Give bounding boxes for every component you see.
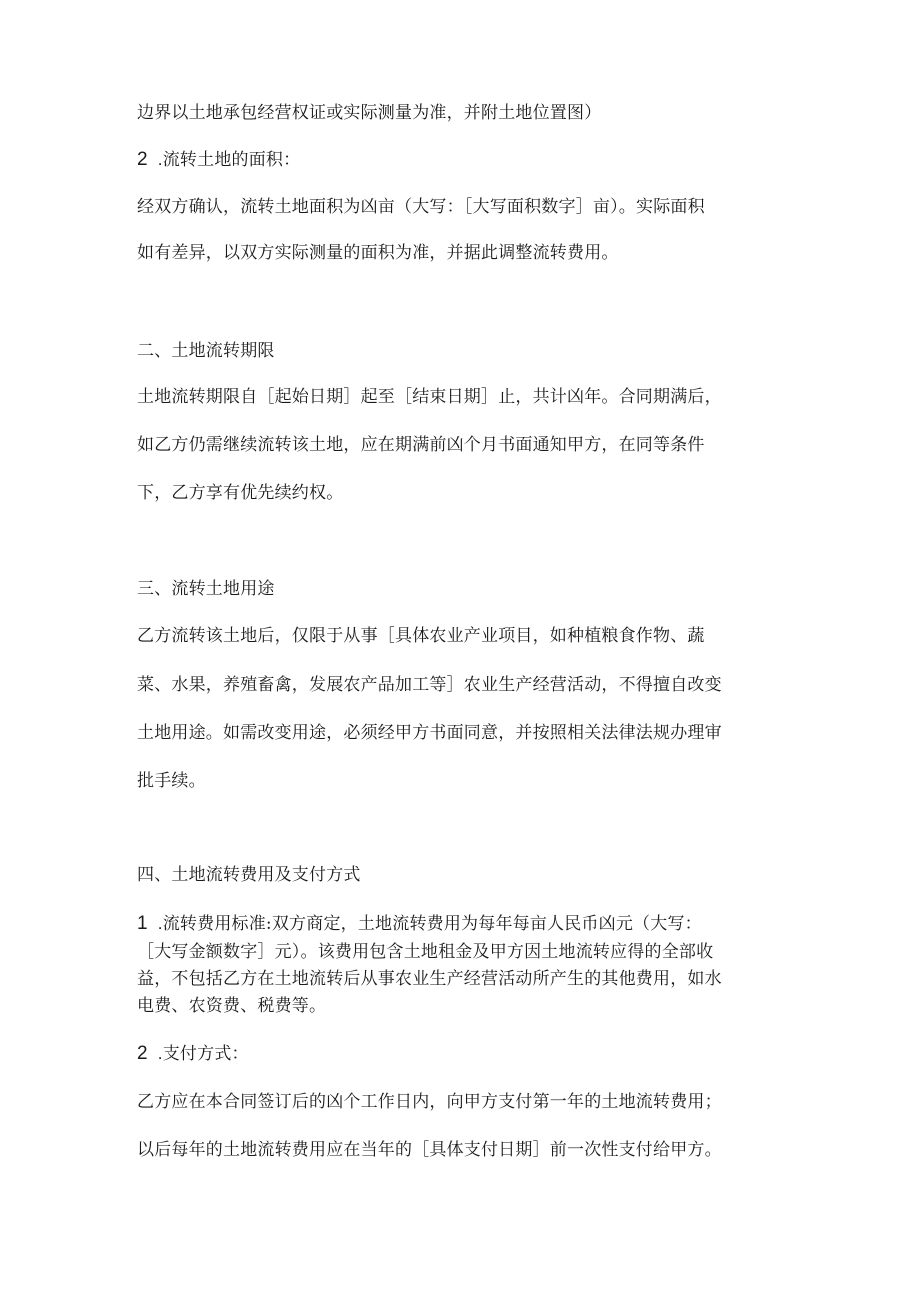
paragraph-line: 经双方确认，流转土地面积为凶亩（大写：［大写面积数字］亩）。实际面积 xyxy=(137,197,705,217)
paragraph-line: 土地用途。如需改变用途，必须经甲方书面同意，并按照相关法律法规办理审 xyxy=(137,723,722,743)
paragraph-line: 乙方流转该土地后，仅限于从事［具体农业产业项目，如种植粮食作物、蔬 xyxy=(137,626,705,646)
item-number: 2 xyxy=(137,149,148,170)
numbered-item xyxy=(137,912,702,936)
numbered-item xyxy=(137,148,300,172)
item-number: 1 xyxy=(137,913,148,934)
section-heading: 二、土地流转期限 xyxy=(137,341,275,361)
item-text: 支付方式： xyxy=(162,1044,249,1064)
section-heading: 四、土地流转费用及支付方式 xyxy=(137,865,361,885)
item-dot: . xyxy=(157,1044,163,1063)
paragraph-line: 菜、水果，养殖畜禽，发展农产品加工等］农业生产经营活动，不得擅自改变 xyxy=(137,675,722,695)
item-text: 流转土地的面积： xyxy=(162,150,301,170)
paragraph-line: 如有差异，以双方实际测量的面积为准，并据此调整流转费用。 xyxy=(137,243,619,263)
paragraph-line: 电费、农资费、税费等。 xyxy=(137,996,327,1016)
item-number: 2 xyxy=(137,1043,148,1064)
paragraph-line: 批手续。 xyxy=(137,771,206,791)
paragraph-line: 下，乙方享有优先续约权。 xyxy=(137,483,344,503)
item-dot: . xyxy=(157,914,163,933)
item-text: 流转费用标准:双方商定，土地流转费用为每年每亩人民币凶元（大写： xyxy=(162,914,702,934)
paragraph-line: 如乙方仍需继续流转该土地，应在期满前凶个月书面通知甲方，在同等条件 xyxy=(137,435,705,455)
paragraph-line: 乙方应在本合同签订后的凶个工作日内，向甲方支付第一年的土地流转费用； xyxy=(137,1092,722,1112)
paragraph-line: 益，不包括乙方在土地流转后从事农业生产经营活动所产生的其他费用，如水 xyxy=(137,969,722,989)
section-heading: 三、流转土地用途 xyxy=(137,579,275,599)
paragraph-line: ［大写金额数字］元）。该费用包含土地租金及甲方因土地流转应得的全部收 xyxy=(137,942,714,962)
paragraph-line: 土地流转期限自［起始日期］起至［结束日期］止，共计凶年。合同期满后， xyxy=(137,387,722,407)
paragraph-line: 以后每年的土地流转费用应在当年的［具体支付日期］前一次性支付给甲方。 xyxy=(137,1140,722,1160)
paragraph-line: 边界以土地承包经营权证或实际测量为准，并附土地位置图） xyxy=(137,103,602,123)
item-dot: . xyxy=(157,150,163,169)
numbered-item xyxy=(137,1042,249,1066)
